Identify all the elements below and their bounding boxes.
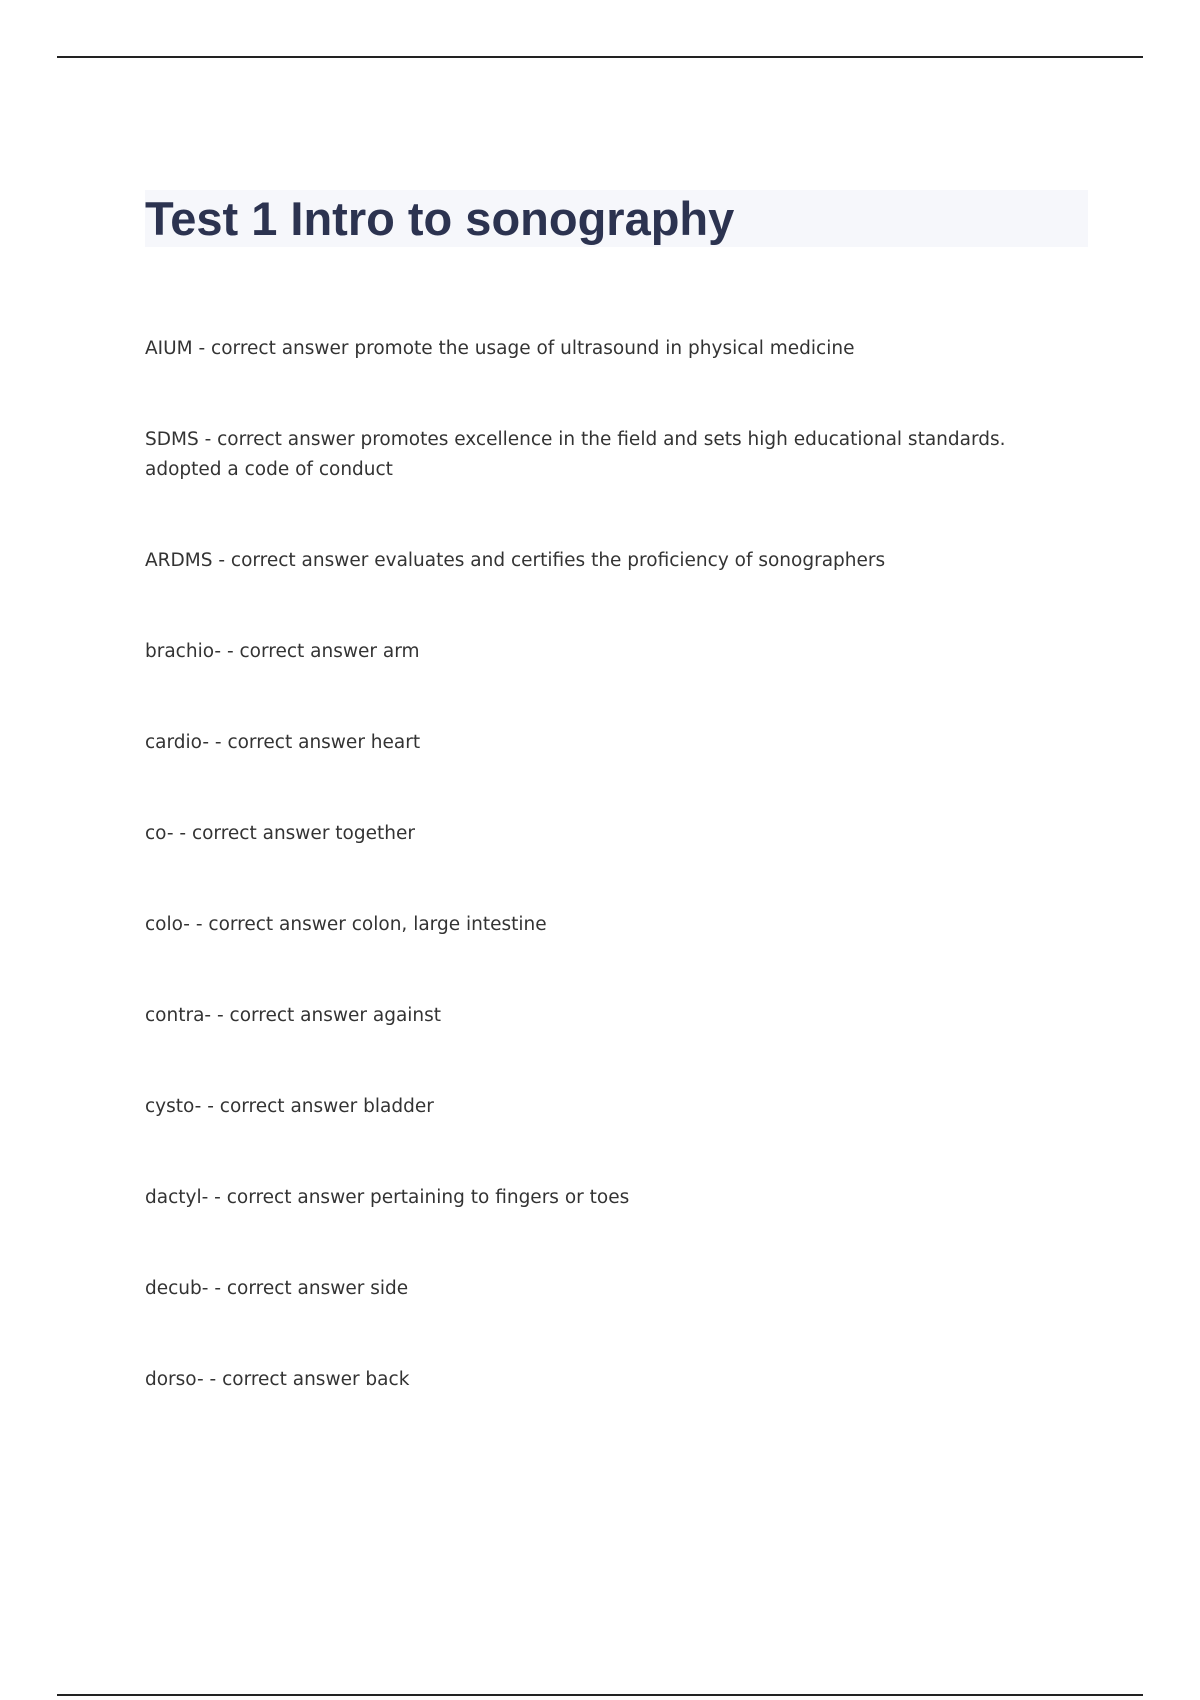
list-item: ARDMS - correct answer evaluates and certifies the proficiency of sonographers xyxy=(145,550,886,571)
list-item: decub- - correct answer side xyxy=(145,1278,409,1299)
list-item: brachio- - correct answer arm xyxy=(145,641,420,662)
top-rule xyxy=(57,56,1143,58)
list-item: dorso- - correct answer back xyxy=(145,1369,410,1390)
list-item: cysto- - correct answer bladder xyxy=(145,1096,434,1117)
list-item: contra- - correct answer against xyxy=(145,1005,442,1026)
page-title: Test 1 Intro to sonography xyxy=(145,192,735,245)
bottom-rule xyxy=(57,1694,1143,1696)
list-item: AIUM - correct answer promote the usage of ultrasound in physical medicine xyxy=(145,338,855,359)
flashcard-list xyxy=(145,334,1085,1456)
list-item: colo- - correct answer colon, large intestine xyxy=(145,914,547,935)
list-item: dactyl- - correct answer pertaining to fingers or toes xyxy=(145,1187,630,1208)
list-item: SDMS - correct answer promotes excellence in the field and sets high educational standards. adopted a code of conduct xyxy=(145,429,1006,480)
list-item: cardio- - correct answer heart xyxy=(145,732,421,753)
list-item: co- - correct answer together xyxy=(145,823,415,844)
